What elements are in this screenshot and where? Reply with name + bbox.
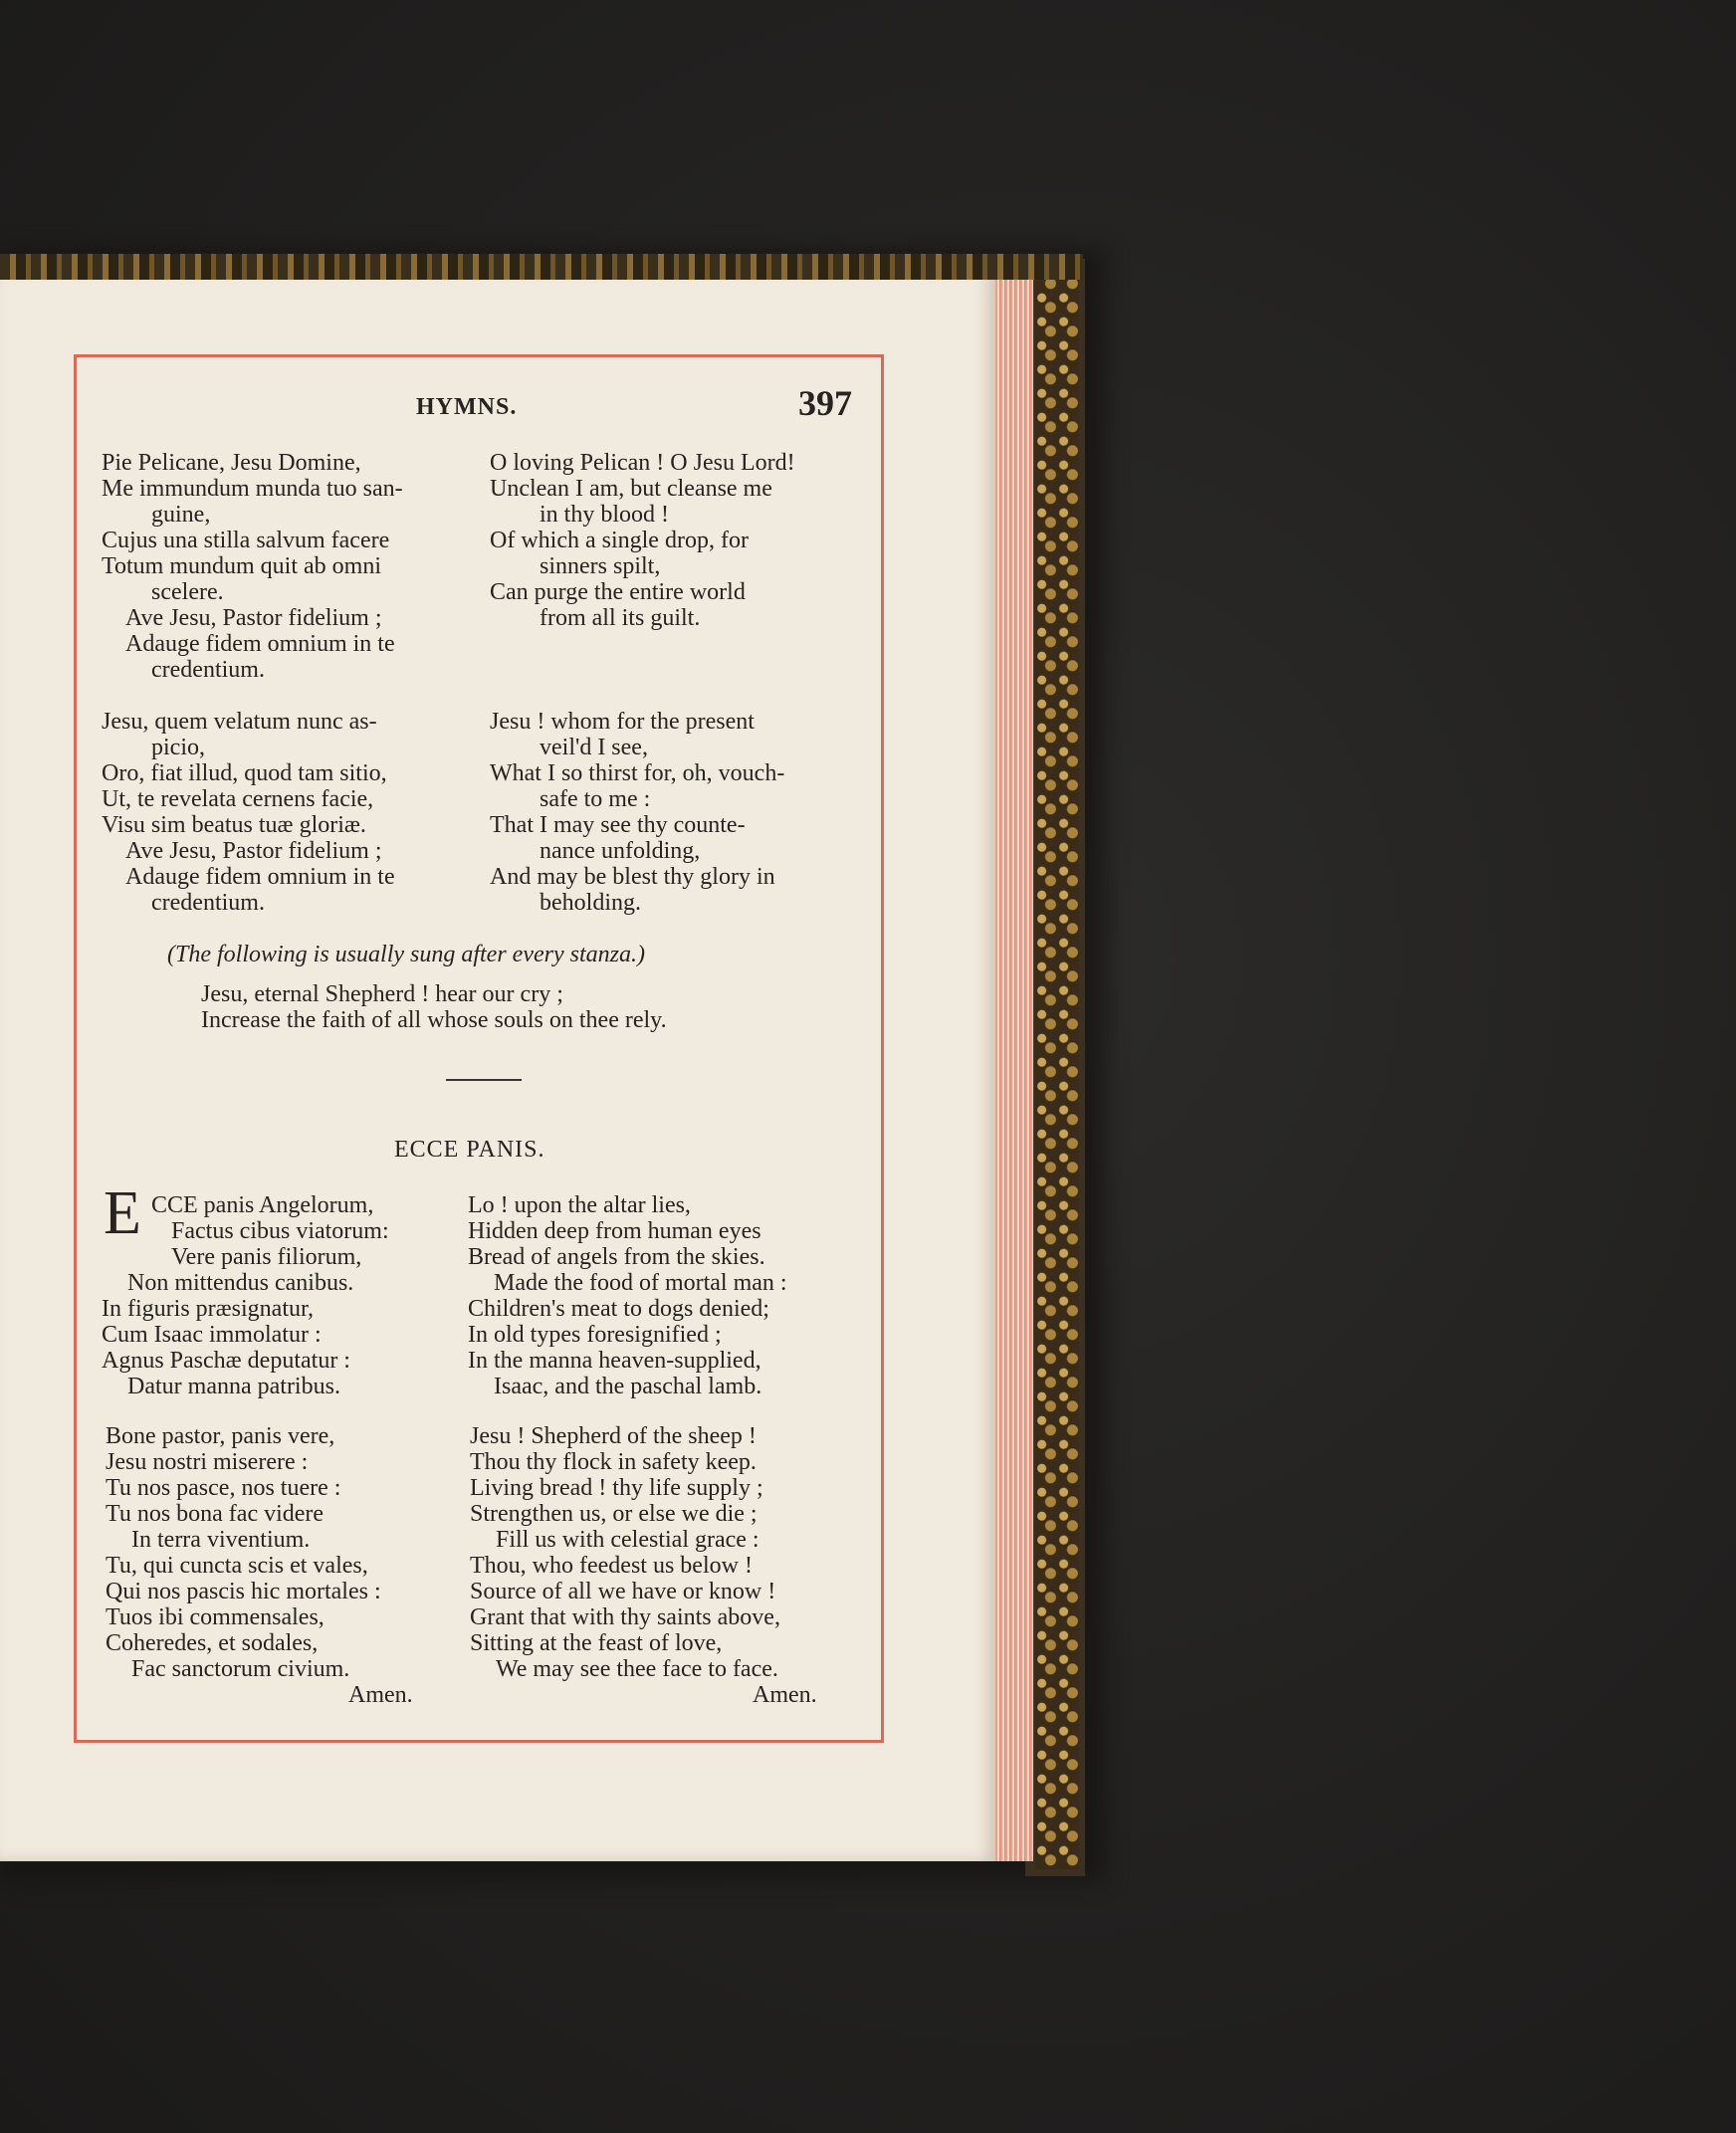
verse-line: Ave Jesu, Pastor fidelium ; — [125, 605, 382, 631]
verse-line: Children's meat to dogs denied; — [468, 1296, 769, 1322]
verse-line: Jesu ! whom for the present — [490, 709, 755, 735]
verse-line: What I so thirst for, oh, vouch- — [490, 760, 785, 786]
verse-line: Datur manna patribus. — [127, 1374, 340, 1399]
verse-line: Adauge fidem omnium in te — [125, 631, 395, 657]
stanza1-english — [490, 450, 795, 631]
verse-line: Vere panis filiorum, — [171, 1244, 362, 1270]
verse-line: in thy blood ! — [540, 502, 669, 528]
refrain — [201, 981, 667, 1033]
verse-line: Factus cibus viatorum: — [171, 1218, 389, 1244]
verse-line: picio, — [151, 735, 205, 760]
verse-line: Bread of angels from the skies. — [468, 1244, 765, 1270]
amen-line: Amen. — [753, 1682, 817, 1708]
spine-ornament — [0, 254, 1083, 280]
drop-cap: E — [104, 1179, 141, 1247]
rubric: (The following is usually sung after every stanza.) — [167, 942, 645, 967]
verse-line: Jesu, quem velatum nunc as- — [102, 709, 377, 735]
running-title: HYMNS. — [416, 394, 518, 420]
refrain-line: Jesu, eternal Shepherd ! hear our cry ; — [201, 981, 563, 1007]
verse-line: credentium. — [151, 890, 265, 916]
verse-line: Hidden deep from human eyes — [468, 1218, 761, 1244]
verse-line: Lo ! upon the altar lies, — [468, 1192, 691, 1218]
verse-line: That I may see thy counte- — [490, 812, 746, 838]
verse-line: Tu nos pasce, nos tuere : — [106, 1475, 341, 1501]
verse-line: Visu sim beatus tuæ gloriæ. — [102, 812, 366, 838]
verse-line: Can purge the entire world — [490, 579, 746, 605]
verse-line: Me immundum munda tuo san- — [102, 476, 403, 502]
verse-line: Tu, qui cuncta scis et vales, — [106, 1553, 368, 1579]
amen-line: Amen. — [348, 1682, 413, 1708]
verse-line: In figuris præsignatur, — [102, 1296, 315, 1322]
verse-line: Isaac, and the paschal lamb. — [494, 1374, 762, 1399]
section-divider — [446, 1079, 522, 1081]
page-number: 397 — [798, 383, 852, 423]
gilt-edge-ornament — [1035, 267, 1079, 1869]
verse-line: Qui nos pascis hic mortales : — [106, 1579, 381, 1604]
verse-line: Fill us with celestial grace : — [496, 1527, 760, 1553]
verse-line: Strengthen us, or else we die ; — [470, 1501, 758, 1527]
verse-line: Fac sanctorum civium. — [131, 1656, 350, 1682]
hymn2-latin1 — [102, 1192, 389, 1399]
verse-line: Coheredes, et sodales, — [106, 1630, 319, 1656]
verse-line: Agnus Paschæ deputatur : — [102, 1348, 350, 1374]
verse-line: sinners spilt, — [540, 553, 661, 579]
verse-line: Ut, te revelata cernens facie, — [102, 786, 374, 812]
verse-line: guine, — [151, 502, 211, 528]
verse-line: Non mittendus canibus. — [127, 1270, 354, 1296]
verse-line: Made the food of mortal man : — [494, 1270, 787, 1296]
verse-line: Totum mundum quit ab omni — [102, 553, 381, 579]
verse-line: Thou, who feedest us below ! — [470, 1553, 753, 1579]
stanza1-latin — [102, 450, 403, 683]
verse-line: Grant that with thy saints above, — [470, 1604, 780, 1630]
hymn2-english1 — [468, 1192, 787, 1399]
verse-line: Tu nos bona fac videre — [106, 1501, 325, 1527]
verse-line: Of which a single drop, for — [490, 528, 749, 553]
verse-line: Unclean I am, but cleanse me — [490, 476, 772, 502]
verse-line: Bone pastor, panis vere, — [106, 1423, 335, 1449]
verse-line: veil'd I see, — [540, 735, 648, 760]
verse-line: Ave Jesu, Pastor fidelium ; — [125, 838, 382, 864]
verse-line: scelere. — [151, 579, 224, 605]
verse-line: safe to me : — [540, 786, 651, 812]
verse-line: Cum Isaac immolatur : — [102, 1322, 322, 1348]
verse-line: Thou thy flock in safety keep. — [470, 1449, 757, 1475]
stanza2-english — [490, 709, 784, 916]
verse-line: O loving Pelican ! O Jesu Lord! — [490, 450, 795, 476]
verse-line: Oro, fiat illud, quod tam sitio, — [102, 760, 387, 786]
stanza2-latin — [102, 709, 395, 916]
verse-line: We may see thee face to face. — [496, 1656, 778, 1682]
verse-line: CCE panis Angelorum, — [151, 1192, 374, 1218]
verse-line: Jesu nostri miserere : — [106, 1449, 309, 1475]
verse-line: Tuos ibi commensales, — [106, 1604, 325, 1630]
verse-line: In old types foresignified ; — [468, 1322, 722, 1348]
verse-line: Sitting at the feast of love, — [470, 1630, 723, 1656]
hymn-title: ECCE PANIS. — [394, 1137, 545, 1163]
refrain-line: Increase the faith of all whose souls on thee rely. — [201, 1007, 667, 1033]
verse-line: And may be blest thy glory in — [490, 864, 775, 890]
verse-line: Living bread ! thy life supply ; — [470, 1475, 763, 1501]
hymn2-latin2 — [106, 1423, 413, 1708]
verse-line: beholding. — [540, 890, 641, 916]
verse-line: In terra viventium. — [131, 1527, 311, 1553]
verse-line: Cujus una stilla salvum facere — [102, 528, 390, 553]
verse-line: Adauge fidem omnium in te — [125, 864, 395, 890]
verse-line: In the manna heaven-supplied, — [468, 1348, 761, 1374]
verse-line: Source of all we have or know ! — [470, 1579, 776, 1604]
verse-line: Jesu ! Shepherd of the sheep ! — [470, 1423, 757, 1449]
verse-line: Pie Pelicane, Jesu Domine, — [102, 450, 361, 476]
verse-line: from all its guilt. — [540, 605, 701, 631]
verse-line: credentium. — [151, 657, 265, 683]
verse-line: nance unfolding, — [540, 838, 701, 864]
hymn2-english2 — [470, 1423, 817, 1708]
